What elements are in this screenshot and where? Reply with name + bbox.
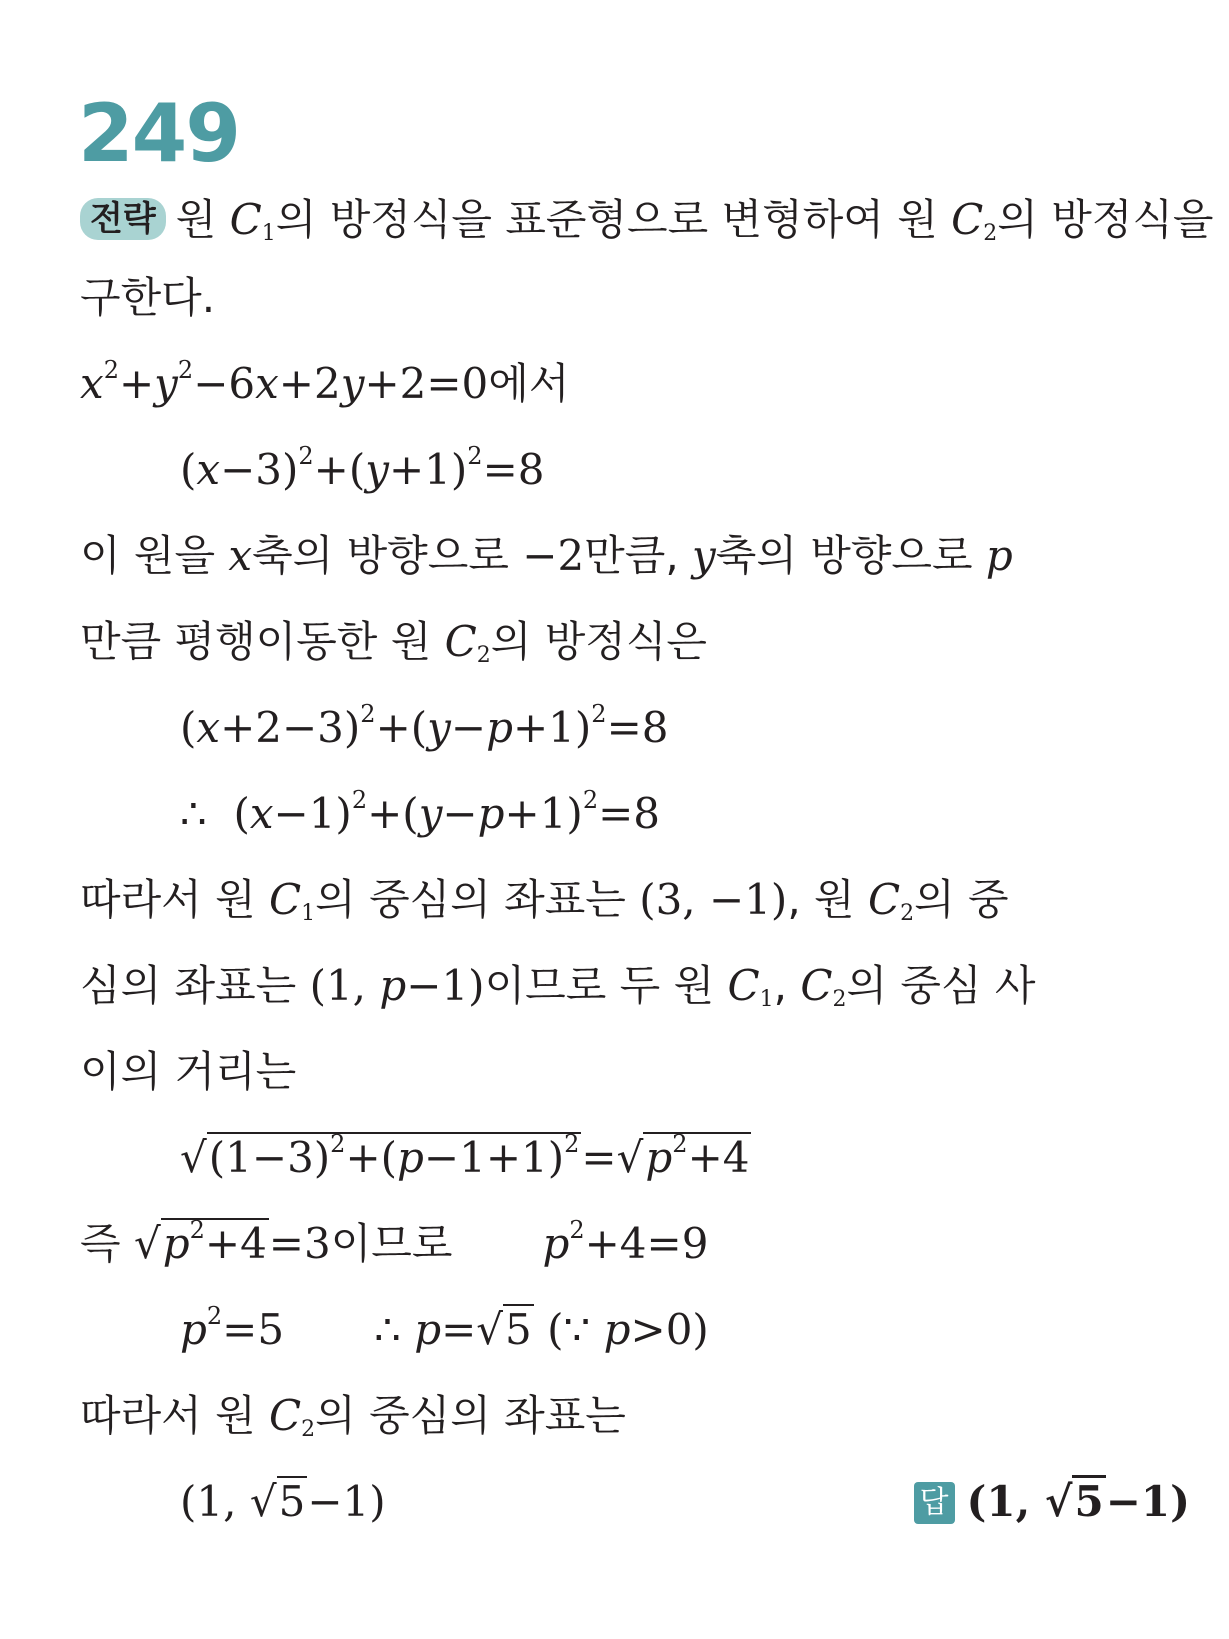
var-c: C xyxy=(269,1391,302,1440)
var-p: p xyxy=(477,789,505,838)
text-span: 의 방정식을 표준형으로 변형하여 원 xyxy=(275,195,952,244)
text-span: 따라서 원 xyxy=(80,1391,269,1440)
var-c: C xyxy=(229,195,262,244)
amount: −2 xyxy=(522,531,585,580)
sqrt-expression xyxy=(250,1474,308,1530)
op: +2 xyxy=(278,359,341,408)
var-c: C xyxy=(444,617,477,666)
op: +( xyxy=(313,445,366,494)
text-span: 만큼 평행이동한 원 xyxy=(80,617,445,666)
var-c: C xyxy=(951,195,984,244)
op: ( xyxy=(180,703,197,752)
sub-2: 2 xyxy=(900,901,915,926)
op: = xyxy=(441,1305,477,1354)
problem-number: 249 xyxy=(78,87,239,180)
exp-2: 2 xyxy=(582,786,599,814)
exp-2: 2 xyxy=(564,1130,580,1158)
op: = xyxy=(581,1133,617,1182)
op: − xyxy=(442,789,478,838)
sqrt-symbol: √ xyxy=(1044,1477,1073,1526)
op: +4 xyxy=(687,1133,750,1182)
var-y: y xyxy=(418,789,443,838)
op: +1) xyxy=(504,789,583,838)
var-c: C xyxy=(727,961,760,1010)
answer-badge: 답 xyxy=(914,1482,955,1524)
op: +2−3) xyxy=(220,703,361,752)
text-span: 의 방정식은 xyxy=(490,617,707,666)
radicand: 5 xyxy=(278,1477,306,1526)
center-c1: (3, −1) xyxy=(639,875,788,924)
op: >0) xyxy=(630,1305,709,1354)
op: −1) xyxy=(307,1477,386,1526)
op: ( xyxy=(547,1305,564,1354)
op: +4=9 xyxy=(584,1219,709,1268)
exp-2: 2 xyxy=(351,786,368,814)
var-x: x xyxy=(196,703,221,752)
var-p: p xyxy=(542,1219,570,1268)
centers-line-2 xyxy=(80,958,1190,1014)
op: +( xyxy=(367,789,419,838)
text-span: 만큼, xyxy=(584,531,693,580)
var-p: p xyxy=(414,1305,442,1354)
sqrt-expression xyxy=(134,1216,269,1272)
translation-line xyxy=(80,528,1190,584)
text-span: 이므로 xyxy=(330,1219,453,1268)
translated-equation-line xyxy=(80,700,1190,756)
text-span: 원 xyxy=(175,195,230,244)
op: −1) xyxy=(1105,1477,1190,1526)
translation-line-2 xyxy=(80,614,1190,670)
var-y: y xyxy=(340,359,365,408)
sqrt-symbol: √ xyxy=(133,1219,161,1268)
op: +( xyxy=(345,1133,398,1182)
op: −1) xyxy=(406,961,485,1010)
op: =8 xyxy=(606,703,669,752)
op: (1−3) xyxy=(208,1133,331,1182)
strategy-badge: 전략 xyxy=(80,198,166,240)
var-y: y xyxy=(692,531,716,580)
text-span: 심의 좌표는 xyxy=(80,961,310,1010)
radicand xyxy=(207,1132,582,1182)
op: =8 xyxy=(482,445,545,494)
text-span: 의 방정식을 xyxy=(997,195,1214,244)
op: −1+1) xyxy=(423,1133,565,1182)
exp-2: 2 xyxy=(360,700,376,728)
solution-page xyxy=(78,87,1214,1560)
var-p: p xyxy=(486,703,513,752)
text-span: 의 중심의 좌표는 xyxy=(315,1391,626,1440)
simplified-equation-line xyxy=(80,786,1190,842)
equation-line xyxy=(80,356,1190,412)
final-line xyxy=(80,1388,1190,1444)
var-p: p xyxy=(397,1133,424,1182)
radicand: 5 xyxy=(505,1305,532,1354)
sub-2: 2 xyxy=(476,643,491,668)
text-span: 축의 방향으로 xyxy=(715,531,986,580)
distance-line xyxy=(80,1130,1190,1186)
op: + xyxy=(118,359,155,408)
var-x: x xyxy=(249,789,274,838)
op: (1, xyxy=(966,1477,1045,1526)
because-symbol: ∵ xyxy=(563,1305,591,1354)
sqrt-expression xyxy=(180,1130,581,1186)
exp-2: 2 xyxy=(672,1130,688,1158)
radicand xyxy=(161,1218,269,1268)
sqrt-symbol: √ xyxy=(616,1133,644,1182)
var-p: p xyxy=(180,1305,207,1354)
text-span: 따라서 원 xyxy=(80,875,269,924)
exp-2: 2 xyxy=(591,700,607,728)
text-span: 의 중심 사 xyxy=(846,961,1036,1010)
op: −6 xyxy=(193,359,256,408)
op: =5 xyxy=(222,1305,285,1354)
answer xyxy=(914,1474,1190,1530)
therefore-symbol: ∴ xyxy=(374,1305,401,1354)
centers-line xyxy=(80,872,1190,928)
text-span: , 원 xyxy=(787,875,868,924)
sqrt-expression xyxy=(1045,1474,1106,1530)
exp-2: 2 xyxy=(569,1216,585,1244)
text-span: 이므로 두 원 xyxy=(484,961,728,1010)
var-c: C xyxy=(800,961,833,1010)
exp-2: 2 xyxy=(330,1130,346,1158)
sqrt-symbol: √ xyxy=(180,1133,207,1182)
op: +1) xyxy=(512,703,592,752)
result-line xyxy=(80,1474,1190,1530)
sqrt-symbol: √ xyxy=(476,1305,504,1354)
var-c: C xyxy=(867,875,901,924)
var-p: p xyxy=(645,1133,673,1182)
standard-form-line xyxy=(80,442,1190,498)
var-c: C xyxy=(269,875,302,924)
text-span: 에서 xyxy=(488,359,570,408)
exp-2: 2 xyxy=(467,442,483,470)
sub-2: 2 xyxy=(832,987,847,1012)
text-span: 이 원을 xyxy=(80,531,229,580)
exp-2: 2 xyxy=(103,356,119,384)
radicand: 5 xyxy=(1074,1477,1104,1526)
op: −3) xyxy=(220,445,299,494)
var-y: y xyxy=(427,703,451,752)
strategy-line-2: 구한다. xyxy=(80,273,216,322)
text-span: 축의 방향으로 xyxy=(252,531,523,580)
var-p: p xyxy=(603,1305,631,1354)
var-x: x xyxy=(228,531,253,580)
centers-line-3: 이의 거리는 xyxy=(80,1047,297,1096)
op: (1, xyxy=(309,961,380,1010)
exp-2: 2 xyxy=(206,1302,223,1330)
exp-2: 2 xyxy=(298,442,314,470)
radicand xyxy=(643,1132,751,1182)
sqrt-expression xyxy=(617,1130,752,1186)
op: (1, xyxy=(180,1477,250,1526)
op: +( xyxy=(375,703,428,752)
text-span: 의 중심의 좌표는 xyxy=(315,875,640,924)
op: +4 xyxy=(204,1219,267,1268)
var-p: p xyxy=(162,1219,190,1268)
var-x: x xyxy=(80,359,104,408)
sqrt-expression xyxy=(476,1302,534,1358)
var-x: x xyxy=(255,359,279,408)
sub-1: 1 xyxy=(759,987,774,1012)
op: =3 xyxy=(268,1219,331,1268)
op: −1) xyxy=(273,789,352,838)
therefore-symbol: ∴ xyxy=(180,789,207,838)
var-p: p xyxy=(379,961,407,1010)
op: +1) xyxy=(388,445,468,494)
op: ( xyxy=(180,445,197,494)
condition-line xyxy=(80,1216,1190,1272)
op: ( xyxy=(233,789,250,838)
var-x: x xyxy=(196,445,221,494)
sub-2: 2 xyxy=(301,1417,316,1442)
exp-2: 2 xyxy=(189,1216,205,1244)
var-y: y xyxy=(365,445,389,494)
text-span: 의 중 xyxy=(914,875,1009,924)
op: +2=0 xyxy=(364,359,489,408)
op: =8 xyxy=(598,789,661,838)
sub-2: 2 xyxy=(983,221,998,246)
var-p: p xyxy=(985,531,1013,580)
strategy-line xyxy=(80,192,1214,248)
solve-line xyxy=(80,1302,1190,1358)
text-span: , xyxy=(773,961,801,1010)
sqrt-symbol: √ xyxy=(249,1477,277,1526)
exp-2: 2 xyxy=(177,356,194,384)
text-span: 즉 xyxy=(80,1219,134,1268)
op: − xyxy=(450,703,487,752)
sub-1: 1 xyxy=(301,901,316,926)
sub-1: 1 xyxy=(261,221,276,246)
var-y: y xyxy=(154,359,178,408)
